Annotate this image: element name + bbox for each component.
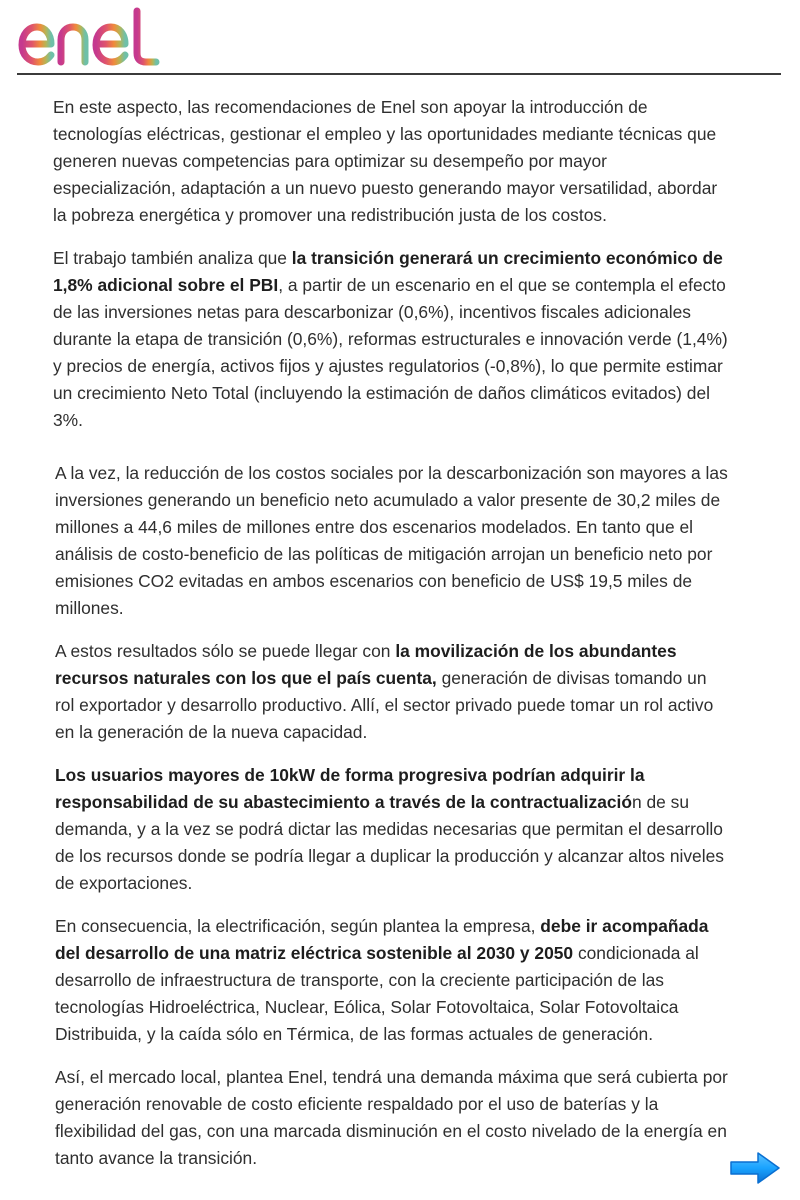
paragraph-highlight: Los usuarios mayores de 10kW de forma progresiva podrían adquirir la responsabilidad de su abastecimiento a través de la contractualizació — [55, 765, 645, 812]
paragraph-text: n de su demanda, y a la vez se podrá dictar las medidas necesarias que permitan el desarrollo de los recursos donde se podría llegar a duplicar la producción y alcanzar altos niveles de exportaciones. — [55, 792, 724, 893]
paragraph-text: En consecuencia, la electrificación, según plantea la empresa, — [55, 916, 541, 936]
paragraph-usuarios — [55, 762, 730, 897]
paragraph-recursos-naturales — [55, 638, 730, 746]
paragraph-highlight: la transición generará un crecimiento económico de 1,8% adicional sobre el PBI — [53, 248, 723, 295]
paragraph-text: A la vez, la reducción de los costos sociales por la descarbonización son mayores a las inversiones generando un beneficio neto acumulado a valor presente de 30,2 miles de millones a 44,6 miles de millones entre dos escenarios modelados. En tanto que el análisis de costo-beneficio de las políticas de mitigación arrojan un beneficio neto por emisiones CO2 evitadas en ambos escenarios con beneficio de US$ 19,5 miles de millones. — [55, 463, 728, 618]
arrow-right-icon[interactable] — [728, 1150, 782, 1186]
paragraph-electrificacion — [55, 913, 730, 1048]
paragraph-text: condicionada al desarrollo de infraestructura de transporte, con la creciente participación de las tecnologías Hidroeléctrica, Nuclear, Eólica, Solar Fotovoltaica, Solar Fotovoltaica Distribuida, y la caída sólo en Térmica, de las formas actuales de generación. — [55, 943, 699, 1044]
paragraph-costos-sociales — [55, 460, 730, 622]
site-header — [0, 0, 800, 76]
header-divider — [17, 73, 781, 75]
paragraph-text: , a partir de un escenario en el que se contempla el efecto de las inversiones netas para descarbonizar (0,6%), incentivos fiscales adicionales durante la etapa de transición (0,6%), reformas estructurales e innovación verde (1,4%) y precios de energía, activos fijos y ajustes regulatorios (-0,8%), lo que permite estimar un crecimiento Neto Total (incluyendo la estimación de daños climáticos evitados) del 3%. — [53, 275, 728, 430]
paragraph-highlight: debe ir acompañada del desarrollo de una matriz eléctrica sostenible al 2030 y 2050 — [55, 916, 709, 963]
paragraph-recomendaciones — [53, 94, 728, 229]
paragraph-text: En este aspecto, las recomendaciones de Enel son apoyar la introducción de tecnologías eléctricas, gestionar el empleo y las oportunidades mediante técnicas que generen nuevas competencias para optimizar su desempeño por mayor especialización, adaptación a un nuevo puesto generando mayor versatilidad, abordar la pobreza energética y promover una redistribución justa de los costos. — [53, 97, 718, 225]
paragraph-highlight: la movilización de los abundantes recursos naturales con los que el país cuenta, — [55, 641, 677, 688]
paragraph-mercado-local — [55, 1064, 730, 1172]
paragraph-crecimiento — [53, 245, 728, 434]
paragraph-text: Así, el mercado local, plantea Enel, tendrá una demanda máxima que será cubierta por generación renovable de costo eficiente respaldado por el uso de baterías y la flexibilidad del gas, con una marcada disminución en el costo nivelado de la energía en tanto avance la transición. — [55, 1067, 728, 1168]
enel-logo-icon[interactable] — [16, 6, 172, 68]
article-body — [0, 94, 800, 1172]
paragraph-text: A estos resultados sólo se puede llegar con — [55, 641, 396, 661]
paragraph-text: El trabajo también analiza que — [53, 248, 292, 268]
paragraph-text: generación de divisas tomando un rol exportador y desarrollo productivo. Allí, el sector privado puede tomar un rol activo en la generación de la nueva capacidad. — [55, 668, 714, 742]
